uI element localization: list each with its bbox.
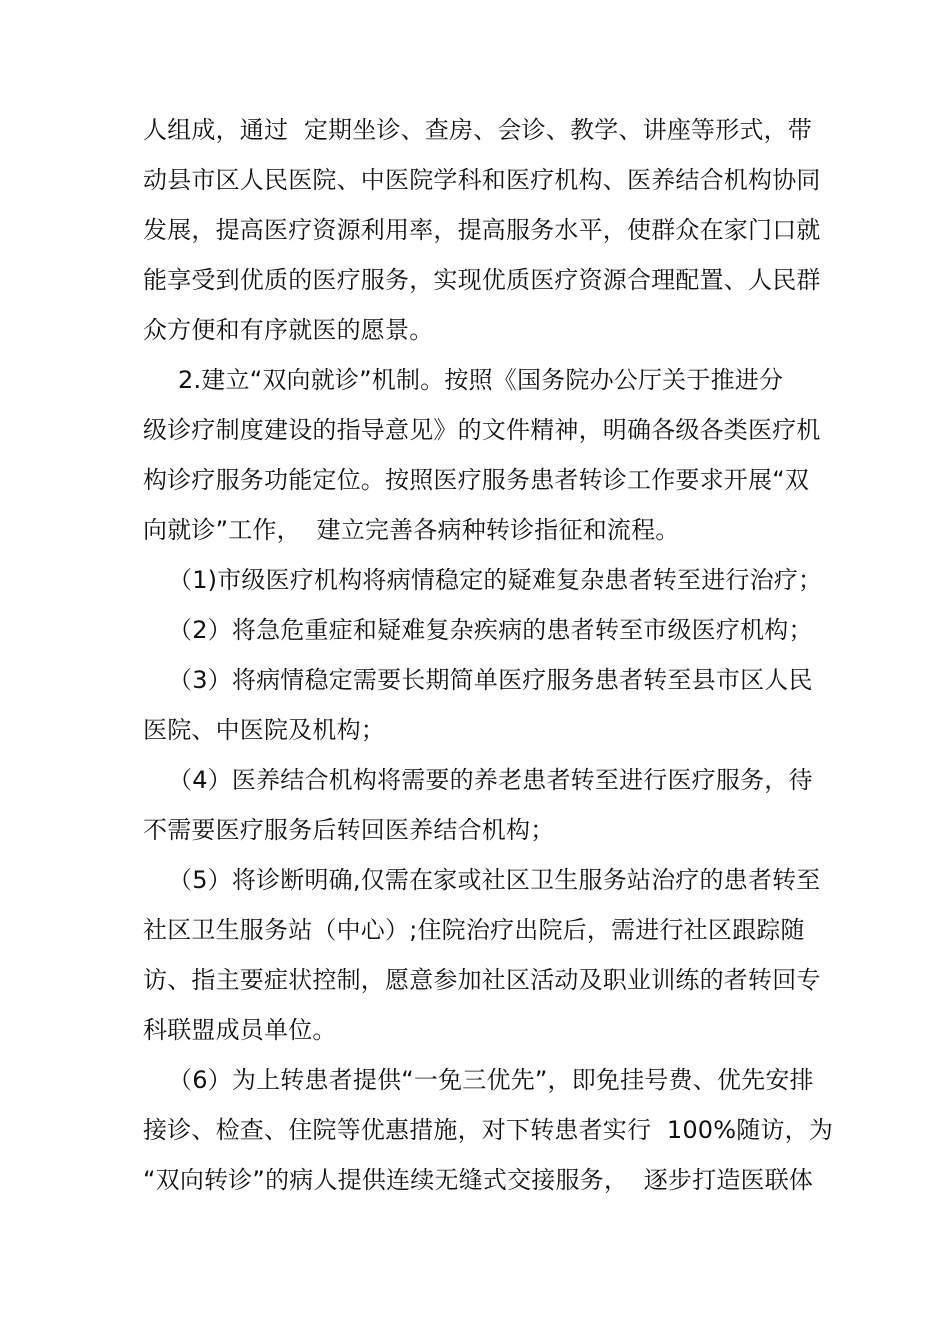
text-line: 动县市区人民医院、中医院学科和医疗机构、医养结合机构协同: [143, 166, 821, 194]
text-line: （5）将诊断明确,仅需在家或社区卫生服务站治疗的患者转至: [168, 866, 821, 894]
text-line: 2.建立“双向就诊”机制。按照《国务院办公厅关于推进分: [178, 366, 784, 394]
text-line: 发展，提高医疗资源利用率，提高服务水平，使群众在家门口就: [143, 216, 821, 244]
text-line: 人组成，通过 定期坐诊、查房、会诊、教学、讲座等形式，带: [143, 116, 813, 144]
text-line: （1)市级医疗机构将病情稳定的疑难复杂患者转至进行治疗；: [168, 566, 823, 594]
text-line: （4）医养结合机构将需要的养老患者转至进行医疗服务，待: [168, 766, 813, 794]
text-line: 接诊、检查、住院等优惠措施，对下转患者实行 100%随访，为: [143, 1116, 834, 1144]
text-line: 能享受到优质的医疗服务，实现优质医疗资源合理配置、人民群: [143, 266, 821, 294]
text-line: 科联盟成员单位。: [143, 1016, 337, 1044]
text-line: （2）将急危重症和疑难复杂疾病的患者转至市级医疗机构；: [168, 616, 813, 644]
text-line: 级诊疗制度建设的指导意见》的文件精神，明确各级各类医疗机: [143, 416, 821, 444]
text-line: “双向转诊”的病人提供连续无缝式交接服务， 逐步打造医联体: [143, 1166, 814, 1194]
text-line: （6）为上转患者提供“一免三优先”，即免挂号费、优先安排: [168, 1066, 814, 1094]
text-line: 访、指主要症状控制，愿意参加社区活动及职业训练的者转回专: [143, 966, 821, 994]
text-line: （3）将病情稳定需要长期简单医疗服务患者转至县市区人民: [168, 666, 813, 694]
text-line: 众方便和有序就医的愿景。: [143, 316, 434, 344]
text-line: 向就诊”工作， 建立完善各病种转诊指征和流程。: [143, 516, 680, 544]
text-line: 不需要医疗服务后转回医养结合机构；: [143, 816, 555, 844]
text-line: 医院、中医院及机构；: [143, 716, 385, 744]
text-line: 社区卫生服务站（中心）;住院治疗出院后，需进行社区跟踪随: [143, 916, 805, 944]
text-line: 构诊疗服务功能定位。按照医疗服务患者转诊工作要求开展“双: [143, 466, 810, 494]
